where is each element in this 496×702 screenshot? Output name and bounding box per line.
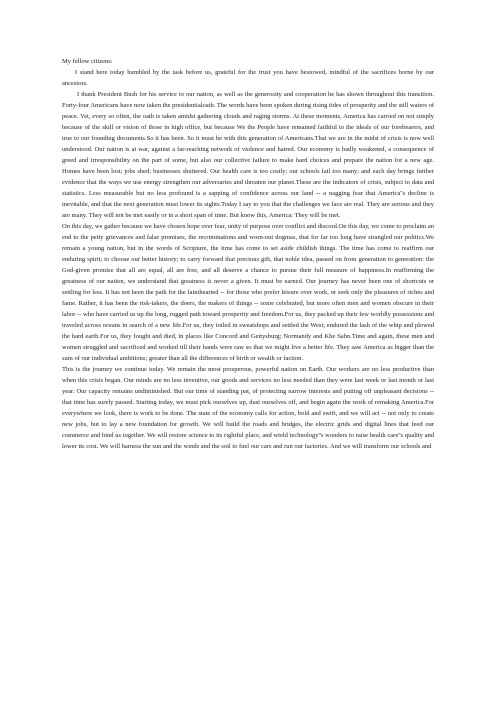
document-page (62, 56, 434, 452)
salutation: My fellow citizens: (62, 58, 113, 65)
paragraph: On this day, we gather because we have chosen hope over fear, unity of purpose over conflict and discord.On this day, we come to proclaim an end to the petty grievances and false promises, the recriminations and worn-out dogmas, that for far too long have strangled our politics.We remain a young nation, but in the words of Scripture, the time has come to set aside childish things. The time has come to reaffirm our enduring spirit; to choose our better history; to carry forward that precious gift, that noble idea, passed on from generation to generation: the God-given promise that all are equal, all are free, and all deserve a chance to pursue their full measure of happiness.In reaffirming the greatness of our nation, we understand that greatness is never a given. It must be earned. Our journey has never been one of shortcuts or settling for less. It has not been the path for the fainthearted -- for those who prefer leisure over work, or seek only the pleasures of riches and fame. Rather, it has been the risk-takers, the doers, the makers of things -- some celebrated, but more often men and women obscure in their labor -- who have carried us up the long, rugged path toward prosperity and freedom.For us, they packed up their few worldly possessions and traveled across oceans in search of a new life.For us, they toiled in sweatshops and settled the West; endured the lash of the whip and plowed the hard earth.For us, they fought and died, in places like Concord and Gettysburg; Normandy and Khe Sahn.Time and again, these men and women struggled and sacrificed and worked till their hands were raw so that we might live a better life. They saw America as bigger than the sum of our individual ambitions; greater than all the differences of birth or wealth or faction. (62, 223, 434, 362)
paragraph: This is the journey we continue today. We remain the most prosperous, powerful nation on Earth. Our workers are no less productive than when this crisis began. Our minds are no less inventive, our goods and services no less needed than they were last week or last month or last year. Our capacity remains undiminished. But our time of standing pat, of protecting narrow interests and putting off unpleasant decisions -- that time has surely passed. Starting today, we must pick ourselves up, dust ourselves off, and begin again the work of remaking America.For everywhere we look, there is work to be done. The state of the economy calls for action, bold and swift, and we will act -- not only to create new jobs, but to lay a new foundation for growth. We will build the roads and bridges, the electric grids and digital lines that feed our commerce and bind us together. We will restore science to its rightful place, and wield technology''s wonders to raise health care''s quality and lower its cost. We will harness the sun and the winds and the soil to fuel our cars and run our factories. And we will transform our schools and (62, 366, 434, 450)
paragraph: I stand here today humbled by the task before us, grateful for the trust you have bestowed, mindful of the sacrifices borne by our ancestors. (62, 69, 434, 87)
paragraph: I thank President Bush for his service to our nation, as well as the generosity and cooperation he has shown throughout this transition. Forty-four Americans have now taken the presidentialoath. The words have been spoken during rising tides of prosperity and the still waters of peace. Yet, every so often, the oath is taken amidst gathering clouds and raging storms. At these moments, America has carried on not simply because of the skill or vision of those in high office, but because We the People have remained faithful to the ideals of our forebearers, and true to our founding documents.So it has been. So it must be with this generation of Americans.That we are in the midst of crisis is now well understood. Our nation is at war, against a far-reaching network of violence and hatred. Our economy is badly weakened, a consequence of greed and irresponsibility on the part of some, but also our collective failure to make hard choices and prepare the nation for a new age. Homes have been lost; jobs shed; businesses shuttered. Our health care is too costly; our schools fail too many; and each day brings further evidence that the ways we use energy strengthen our adversaries and threaten our planet.These are the indicators of crisis, subject to data and statistics. Less measurable but no less profound is a sapping of confidence across our land -- a nagging fear that America''s decline is inevitable, and that the next generation must lower its sights.Today I say to you that the challenges we face are real. They are serious and they are many. They will not be met easily or in a short span of time. But know this, America: They will be met. (62, 91, 434, 219)
